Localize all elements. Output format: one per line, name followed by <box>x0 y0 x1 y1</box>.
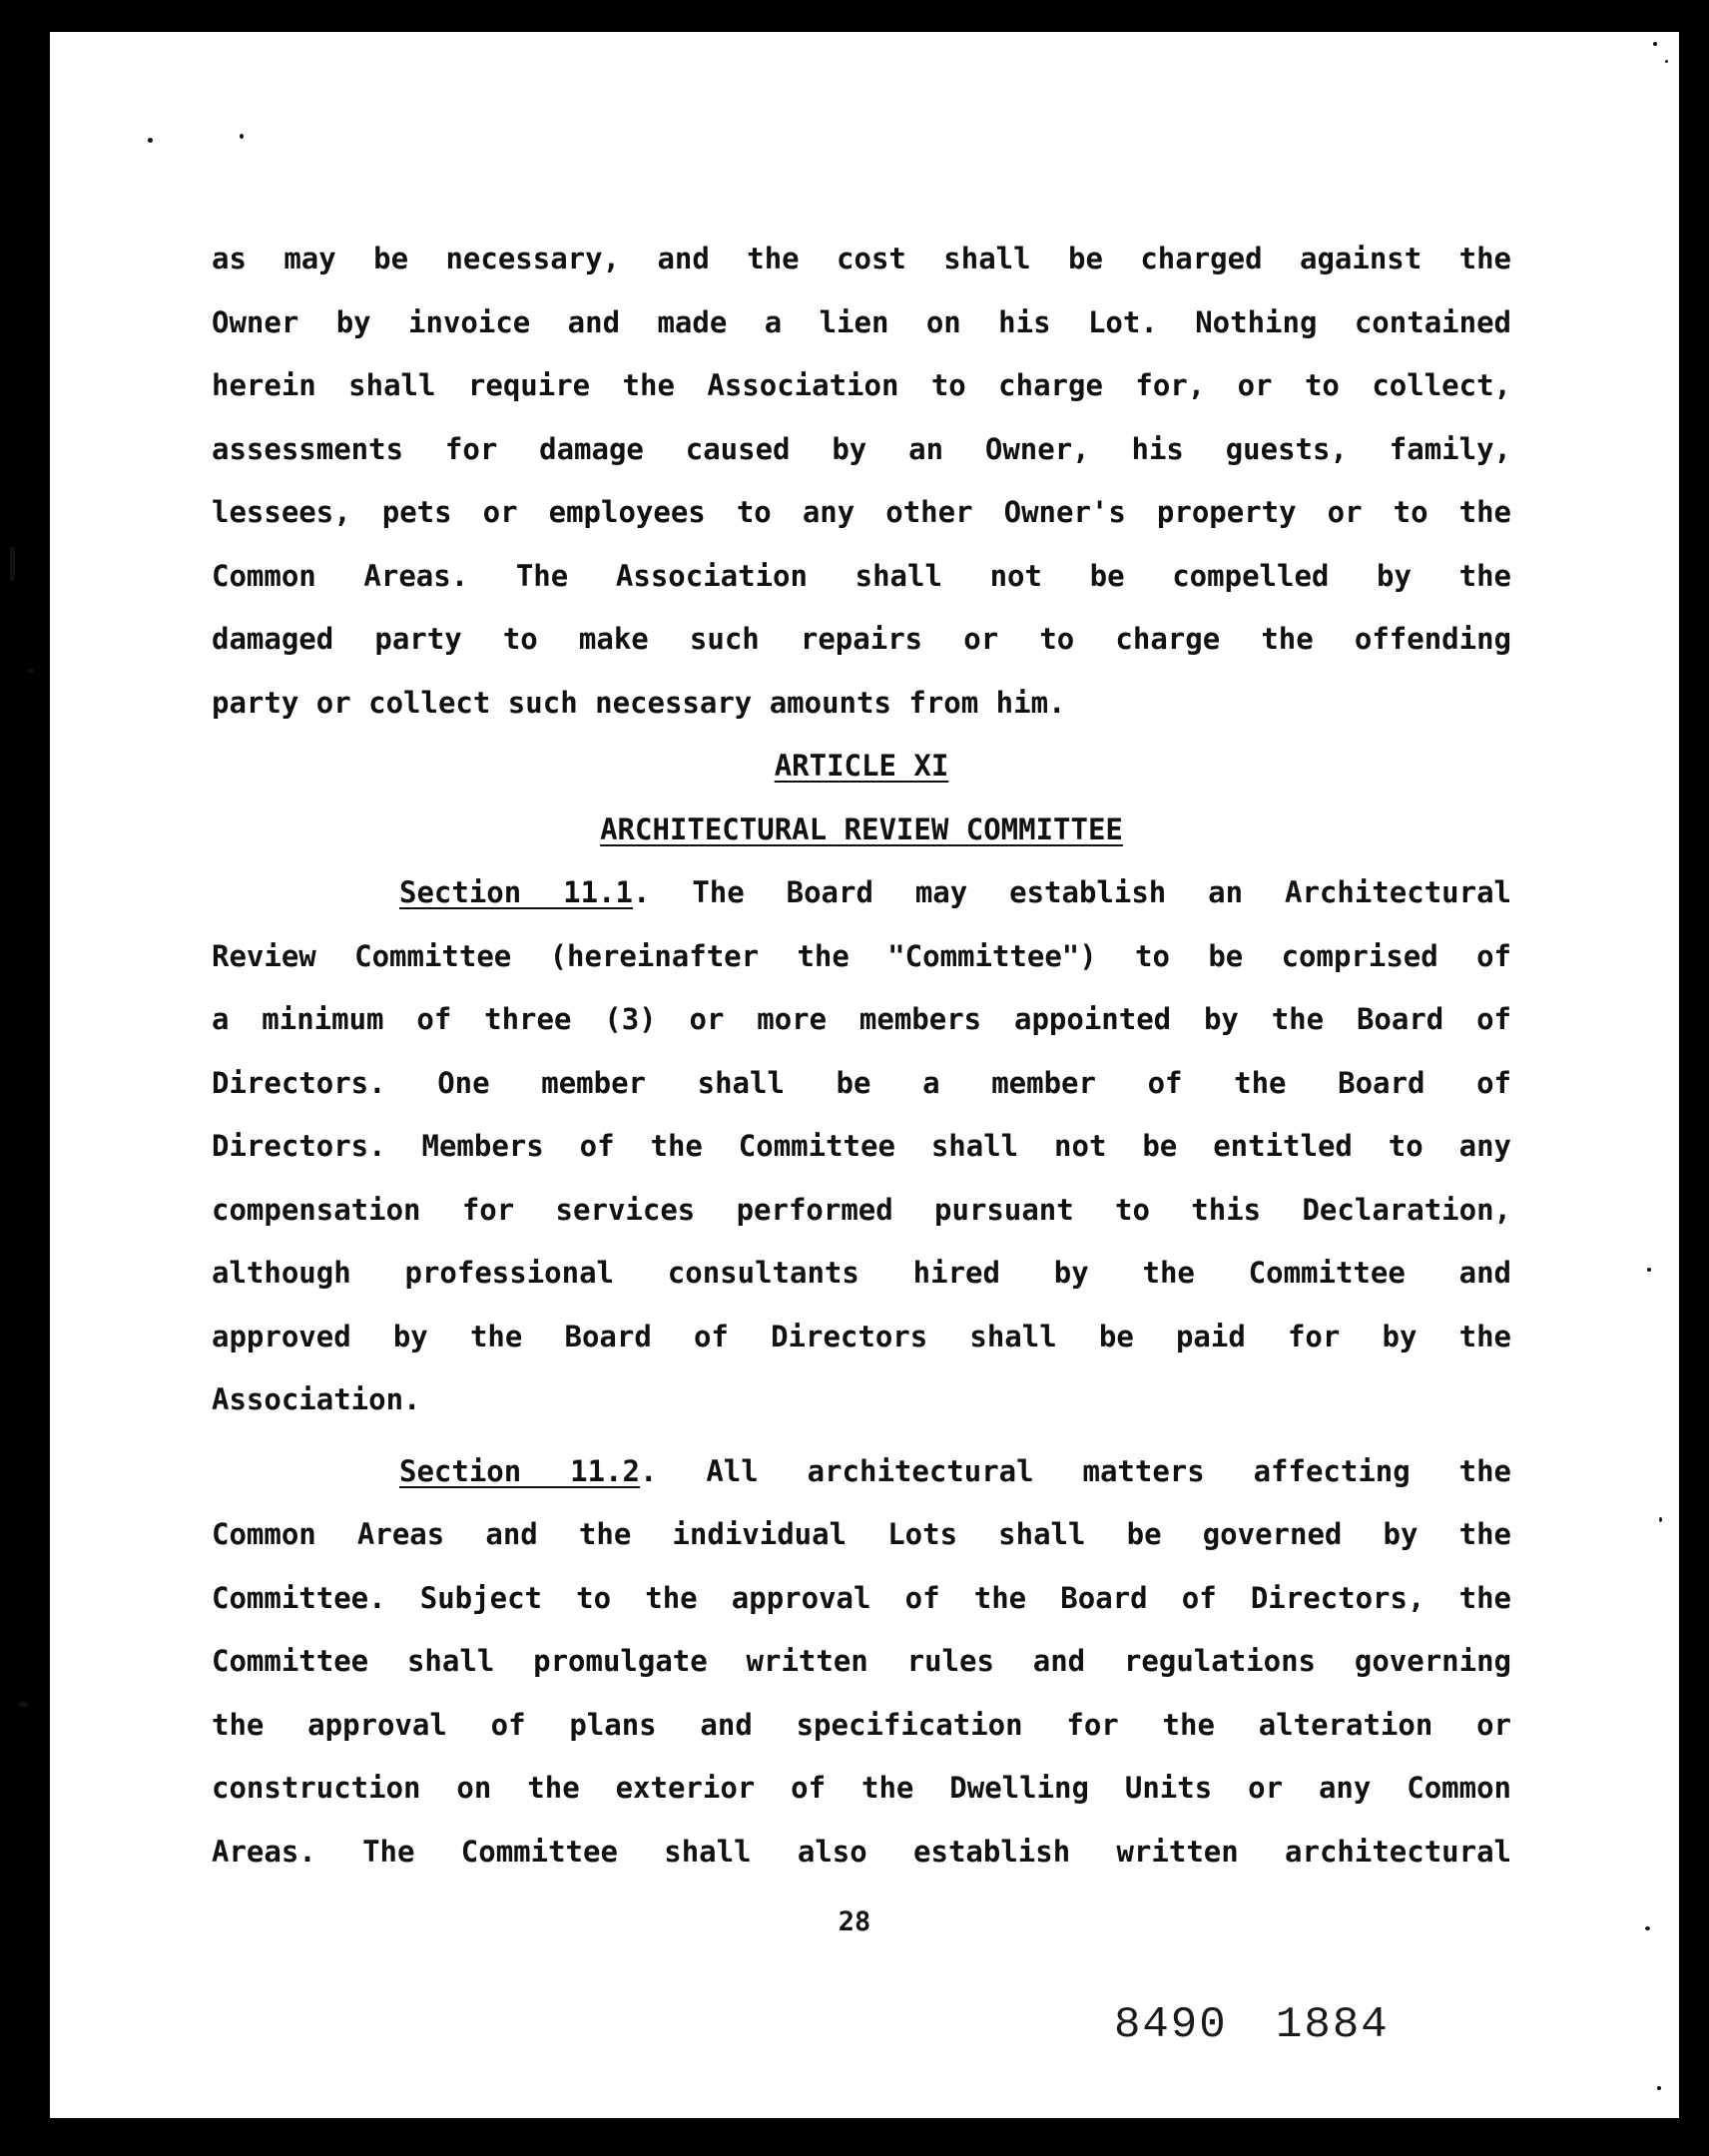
text-line: construction on the exterior of the Dwelling Units or any Common <box>212 1771 1511 1805</box>
article-title-text: ARCHITECTURAL REVIEW COMMITTEE <box>600 811 1123 846</box>
scan-speck <box>1665 60 1668 63</box>
scan-speck <box>28 669 34 673</box>
text-line: compensation for services performed pursuant to this Declaration, <box>212 1192 1511 1227</box>
paragraph-gap <box>212 1432 1511 1440</box>
scan-speck <box>240 134 244 139</box>
section-first-line-text: . The Board may establish an Architectural <box>632 875 1511 909</box>
section-first-line <box>212 1440 1511 1504</box>
page-number: 28 <box>838 1906 871 1937</box>
text-line: assessments for damage caused by an Owner, his guests, family, <box>212 431 1511 466</box>
text-line: a minimum of three (3) or more members appointed by the Board of <box>212 1002 1511 1036</box>
section-label: Section 11.1 <box>399 875 633 909</box>
text-line: Committee. Subject to the approval of the Board of Directors, the <box>212 1580 1511 1615</box>
text-line: Directors. One member shall be a member of the Board of <box>212 1065 1511 1100</box>
text-line: although professional consultants hired by the Committee and <box>212 1256 1511 1290</box>
text-line: Common Areas. The Association shall not be compelled by the <box>212 558 1511 593</box>
text-line: as may be necessary, and the cost shall be charged against the <box>212 242 1511 275</box>
text-line: party or collect such necessary amounts from him. <box>212 685 1066 720</box>
scan-speck <box>1659 1517 1662 1522</box>
section-11-1 <box>212 861 1511 1432</box>
text-line: Review Committee (hereinafter the "Committee") to be comprised of <box>212 938 1511 973</box>
article-number: ARTICLE XI <box>774 749 949 783</box>
text-line: herein shall require the Association to charge for, or to collect, <box>212 368 1511 402</box>
section-label: Section 11.2 <box>399 1453 640 1488</box>
article-heading <box>212 735 1511 799</box>
scan-speck <box>1657 2086 1661 2090</box>
text-line: Common Areas and the individual Lots shall be governed by the <box>212 1517 1511 1551</box>
text-line: Directors. Members of the Committee shall not be entitled to any <box>212 1129 1511 1163</box>
text-line: Owner by invoice and made a lien on his Lot. Nothing contained <box>212 304 1511 339</box>
text-line: lessees, pets or employees to any other Owner's property or to the <box>212 495 1511 529</box>
text-line: Association. <box>212 1382 421 1416</box>
scan-speck <box>18 1702 28 1707</box>
scan-speck <box>1653 42 1657 46</box>
paragraph-continuation <box>212 228 1511 735</box>
section-11-2 <box>212 1440 1511 1885</box>
text-line: the approval of plans and specification for the alteration or <box>212 1707 1511 1742</box>
scan-speck <box>1647 1268 1651 1272</box>
section-first-line <box>212 861 1511 925</box>
text-line: damaged party to make such repairs or to charge the offending <box>212 622 1511 656</box>
document-body <box>212 228 1511 1884</box>
text-line: approved by the Board of Directors shall be paid for by the <box>212 1319 1511 1353</box>
book-page-stamp: 8490 1884 <box>1114 2000 1390 2050</box>
section-first-line-text: . All architectural matters affecting the <box>639 1453 1512 1488</box>
scan-speck <box>148 138 153 143</box>
text-line: Committee shall promulgate written rules and regulations governing <box>212 1644 1511 1678</box>
article-title <box>212 799 1511 862</box>
scan-speck <box>10 547 15 581</box>
text-line: Areas. The Committee shall also establish written architectural <box>212 1834 1511 1869</box>
